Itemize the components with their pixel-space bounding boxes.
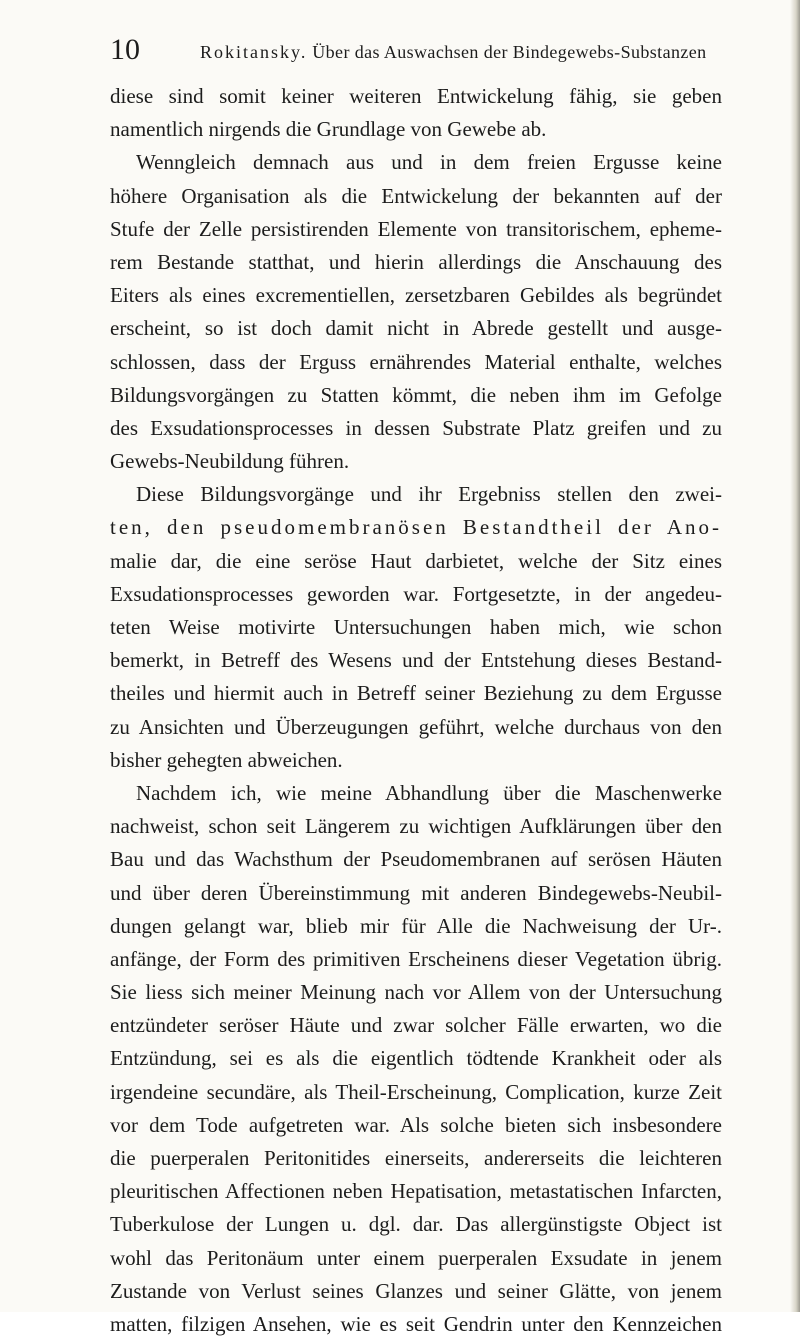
running-title-text: Über das Auswachsen der Bindegewebs-Substanzen: [312, 42, 707, 62]
page-edge-shadow: [790, 0, 800, 1312]
text-line: anfänge, der Form des primitiven Erscheinens dieser Vegetation übrig.: [110, 946, 722, 971]
text-line: die puerperalen Peritonitides einerseits, andererseits die leichteren: [110, 1146, 722, 1170]
text-line: vor dem Tode aufgetreten war. Als solche bieten sich insbesondere: [110, 1112, 722, 1137]
text-line: bisher gehegten abweichen.: [110, 747, 343, 772]
text-line: malie dar, die eine seröse Haut darbietet, welche der Sitz eines: [110, 548, 722, 573]
text-line: Entzündung, sei es als die eigentlich tödtende Krankheit oder als: [110, 1046, 722, 1071]
text-line: zu Ansichten und Überzeugungen geführt, welche durchaus von den: [110, 714, 722, 739]
text-line: irgendeine secundäre, als Theil-Erscheinung, Complication, kurze Zeit: [110, 1079, 722, 1104]
text-line: theiles und hiermit auch in Betreff seiner Beziehung zu dem Ergusse: [110, 681, 722, 706]
text-line: des Exsudationsprocesses in dessen Substrate Platz greifen und zu: [110, 415, 722, 440]
text-line: Eiters als eines excrementiellen, zersetzbaren Gebildes als begründet: [110, 283, 722, 308]
text-line: bemerkt, in Betreff des Wesens und der Entstehung dieses Bestand-: [110, 648, 722, 673]
text-line: wohl das Peritonäum unter einem puerperalen Exsudate in jenem: [110, 1245, 722, 1270]
running-header: [110, 32, 710, 72]
text-line: Sie liess sich meiner Meinung nach vor Allem von der Untersuchung: [110, 980, 722, 1005]
text-line: schlossen, dass der Erguss ernährendes Material enthalte, welches: [110, 349, 722, 374]
text-line: Diese Bildungsvorgänge und ihr Ergebniss stellen den zwei-: [136, 482, 722, 507]
text-line: höhere Organisation als die Entwickelung der bekannten auf der: [110, 183, 722, 208]
text-line: Bau und das Wachsthum der Pseudomembranen auf serösen Häuten: [110, 847, 722, 872]
text-line: matten, filzigen Ansehen, wie es seit Gendrin unter den Kennzeichen: [110, 1311, 722, 1336]
text-line: diese sind somit keiner weiteren Entwickelung fähig, sie geben: [110, 84, 722, 108]
text-line: Gewebs-Neubildung führen.: [110, 449, 350, 474]
text-line: entzündeter seröser Häute und zwar solcher Fälle erwarten, wo die: [110, 1013, 722, 1038]
text-line: nachweist, schon seit Längerem zu wichtigen Aufklärungen über den: [110, 814, 722, 839]
page-number: 10: [110, 33, 140, 66]
text-line: dungen gelangt war, blieb mir für Alle die Nachweisung der Ur-.: [110, 913, 722, 938]
running-title-author: Rokitansky.: [200, 42, 308, 62]
text-line: ten, den pseudomembranösen Bestandtheil der Ano-: [110, 515, 722, 540]
text-line: rem Bestande statthat, und hierin allerdings die Anschauung des: [110, 249, 722, 274]
text-line: Wenngleich demnach aus und in dem freien Ergusse keine: [136, 150, 722, 175]
text-line: Tuberkulose der Lungen u. dgl. dar. Das allergünstigste Object ist: [110, 1212, 722, 1237]
text-line: pleuritischen Affectionen neben Hepatisation, metastatischen Infarcten,: [110, 1179, 722, 1204]
text-line: Zustande von Verlust seines Glanzes und seiner Glätte, von jenem: [110, 1278, 722, 1303]
body-text: [110, 80, 722, 1341]
running-title: [200, 40, 707, 64]
text-line: Stufe der Zelle persistirenden Elemente von transitorischem, epheme-: [110, 216, 722, 241]
text-line: teten Weise motivirte Untersuchungen haben mich, wie schon: [110, 615, 722, 639]
text-line: Nachdem ich, wie meine Abhandlung über die Maschenwerke: [136, 780, 722, 805]
text-line: namentlich nirgends die Grundlage von Gewebe ab.: [110, 117, 547, 142]
text-line: erscheint, so ist doch damit nicht in Abrede gestellt und ausge-: [110, 316, 722, 341]
text-line: und über deren Übereinstimmung mit anderen Bindegewebs-Neubil-: [110, 880, 722, 905]
text-line: Exsudationsprocesses geworden war. Fortgesetzte, in der angedeu-: [110, 581, 722, 606]
text-line: Bildungsvorgängen zu Statten kömmt, die neben ihm im Gefolge: [110, 382, 722, 407]
